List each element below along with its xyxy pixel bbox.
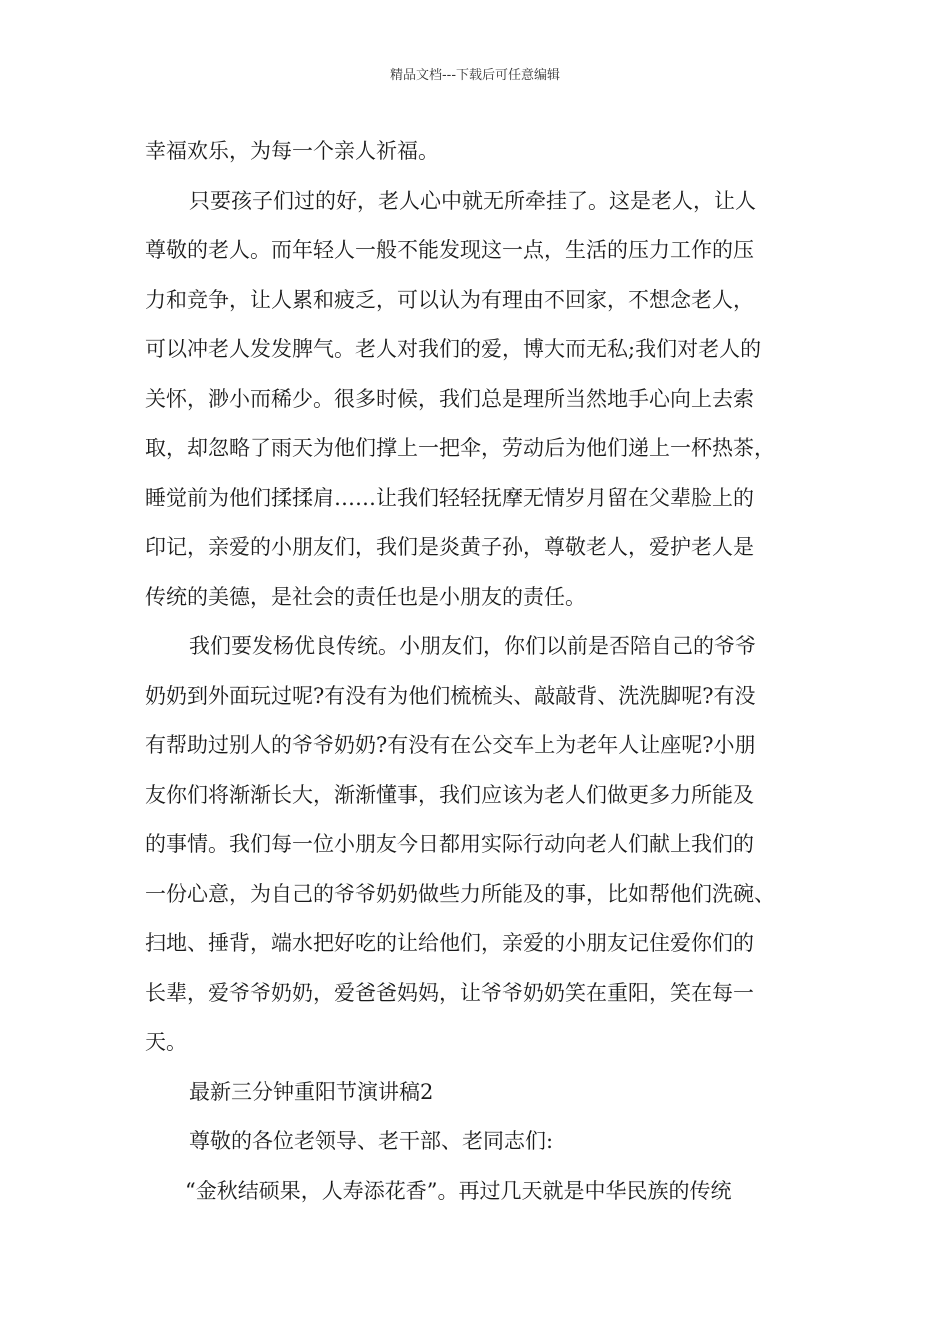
text-line: 睡觉前为他们揉揉肩……让我们轻轻抚摩无情岁月留在父辈脸上的 — [145, 485, 754, 510]
page-header: 精品文档---下载后可任意编辑 — [389, 68, 561, 83]
text-line: 力和竞争，让人累和疲乏，可以认为有理由不回家，不想念老人， — [145, 287, 754, 312]
paragraph-start-line: 我们要发杨优良传统。小朋友们，你们以前是否陪自己的爷爷 — [189, 634, 756, 658]
text-line: 尊敬的老人。而年轻人一般不能发现这一点，生活的压力工作的压 — [145, 238, 754, 262]
text-line: 有帮助过别人的爷爷奶奶?有没有在公交车上为老年人让座呢?小朋 — [145, 733, 756, 757]
text-line: 传统的美德，是社会的责任也是小朋友的责任。 — [145, 584, 586, 609]
text-line: 印记，亲爱的小朋友们，我们是炎黄子孙，尊敬老人，爱护老人是 — [145, 535, 754, 559]
text-line: 幸福欢乐，为每一个亲人祈福。 — [145, 139, 439, 163]
salutation-line: 尊敬的各位老领导、老干部、老同志们: — [189, 1129, 554, 1153]
paragraph-start-line: 只要孩子们过的好，老人心中就无所牵挂了。这是老人，让人 — [189, 188, 756, 213]
text-line: 长辈，爱爷爷奶奶，爱爸爸妈妈，让爷爷奶奶笑在重阳，笑在每一 — [145, 980, 754, 1005]
text-line: 扫地、捶背，端水把好吃的让给他们，亲爱的小朋友记住爱你们的 — [145, 931, 754, 955]
text-line: 一份心意，为自己的爷爷奶奶做些力所能及的事，比如帮他们洗碗、 — [145, 881, 775, 906]
text-line: 的事情。我们每一位小朋友今日都用实际行动向老人们献上我们的 — [145, 832, 754, 856]
text-line: 可以冲老人发发脾气。老人对我们的爱，博大而无私;我们对老人的 — [145, 337, 762, 361]
text-line: 取，却忽略了雨天为他们撑上一把伞，劳动后为他们递上一杯热茶， — [145, 436, 775, 460]
text-line: 天。 — [145, 1030, 187, 1054]
section-title: 最新三分钟重阳节演讲稿2 — [189, 1079, 434, 1104]
document-body — [145, 127, 825, 1216]
paragraph-start-line: “金秋结硕果，人寿添花香”。再过几天就是中华民族的传统 — [185, 1178, 732, 1203]
text-line: 关怀，渺小而稀少。很多时候，我们总是理所当然地手心向上去索 — [145, 386, 754, 411]
text-line: 奶奶到外面玩过呢?有没有为他们梳梳头、敲敲背、洗洗脚呢?有没 — [145, 683, 756, 708]
text-line: 友你们将渐渐长大，渐渐懂事，我们应该为老人们做更多力所能及 — [145, 782, 754, 807]
